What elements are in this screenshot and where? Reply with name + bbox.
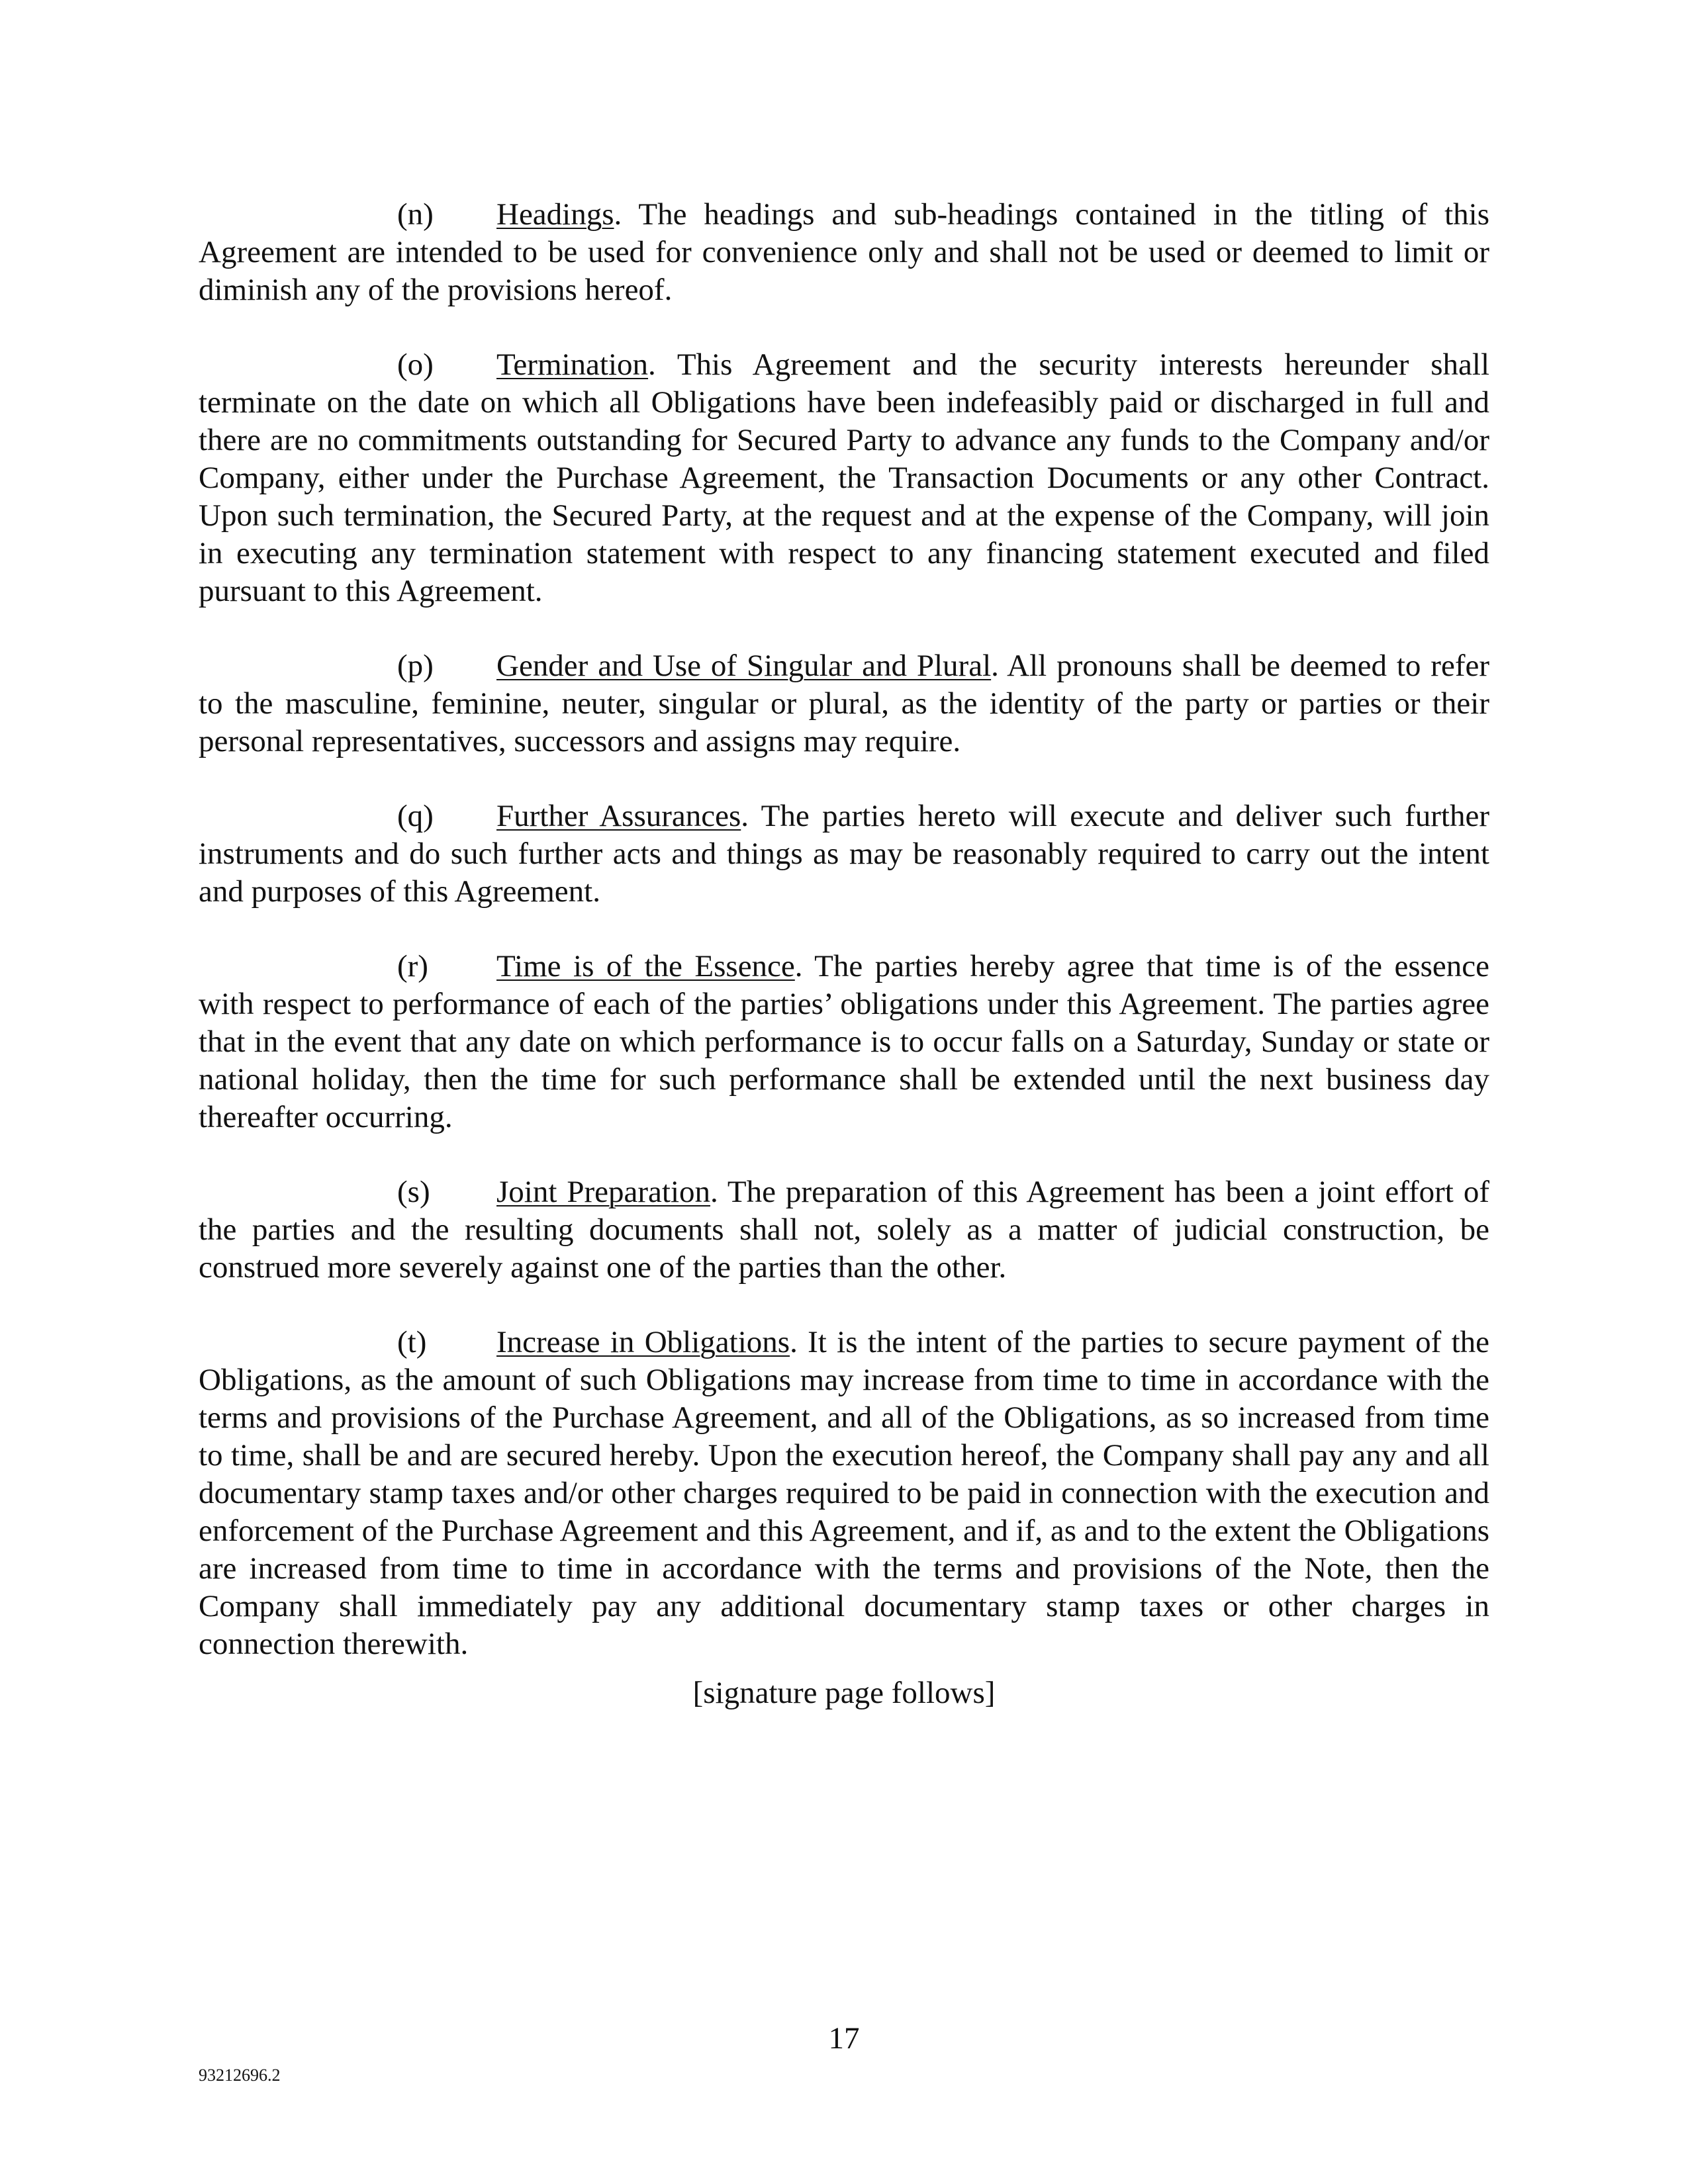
page-number: 17 xyxy=(828,2021,860,2056)
section-number: (r) xyxy=(397,949,428,983)
section-heading: Joint Preparation xyxy=(496,1175,711,1209)
section-text: . The headings and sub-headings contained in the titling of this Agreement are intended to be used for convenience only and shall not be used or deemed to limit or diminish any of the provisions hereof. xyxy=(199,197,1489,307)
section-s xyxy=(199,1173,1489,1287)
section-heading: Termination xyxy=(496,347,649,382)
section-text: . It is the intent of the parties to secure payment of the Obligations, as the amount of such Obligations may increase from time to time in accordance with the terms and provisions of the Purchase Agreement, and all of the Obligations, as so increased from time to time, shall be and are secured hereby. Upon the execution hereof, the Company shall pay any and all documentary stamp taxes and/or other charges required to be paid in connection with the execution and enforcement of the Purchase Agreement and this Agreement, and if, as and to the extent the Obligations are increased from time to time in accordance with the terms and provisions of the Note, then the Company shall immediately pay any additional documentary stamp taxes or other charges in connection therewith. xyxy=(199,1325,1489,1661)
section-n xyxy=(199,196,1489,309)
document-body xyxy=(199,196,1489,1700)
section-number: (n) xyxy=(397,197,434,232)
section-heading: Headings xyxy=(496,197,614,232)
section-number: (p) xyxy=(397,649,434,683)
section-heading: Gender and Use of Singular and Plural xyxy=(496,649,992,683)
section-heading: Further Assurances xyxy=(496,799,741,833)
section-number: (t) xyxy=(397,1325,427,1359)
section-heading: Increase in Obligations xyxy=(496,1325,790,1359)
section-number: (q) xyxy=(397,799,434,833)
section-text: . All pronouns shall be deemed to refer to the masculine, feminine, neuter, singular or plural, as the identity of the party or parties or their personal representatives, successors and assigns may require. xyxy=(199,649,1489,758)
section-text: . The parties hereby agree that time is of the essence with respect to performance of each of the parties’ obligations under this Agreement. The parties agree that in the event that any date on which performance is to occur falls on a Saturday, Sunday or state or national holiday, then the time for such performance shall be extended until the next business day thereafter occurring. xyxy=(199,949,1489,1134)
section-p xyxy=(199,647,1489,760)
section-text: . The preparation of this Agreement has been a joint effort of the parties and the resulting documents shall not, solely as a matter of judicial construction, be construed more severely against one of the parties than the other. xyxy=(199,1175,1489,1285)
section-heading: Time is of the Essence xyxy=(496,949,795,983)
section-t xyxy=(199,1324,1489,1663)
section-q xyxy=(199,797,1489,911)
section-o xyxy=(199,346,1489,610)
section-text: . The parties hereto will execute and deliver such further instruments and do such further acts and things as may be reasonably required to carry out the intent and purposes of this Agreement. xyxy=(199,799,1489,909)
section-r xyxy=(199,948,1489,1136)
signature-page-note: [signature page follows] xyxy=(692,1676,996,1710)
document-id: 93212696.2 xyxy=(199,2066,281,2085)
section-number: (o) xyxy=(397,347,434,382)
section-text: . This Agreement and the security interests hereunder shall terminate on the date on which all Obligations have been indefeasibly paid or discharged in full and there are no commitments outstanding for Secured Party to advance any funds to the Company and/or Company, either under the Purchase Agreement, the Transaction Documents or any other Contract. Upon such termination, the Secured Party, at the request and at the expense of the Company, will join in executing any termination statement with respect to any financing statement executed and filed pursuant to this Agreement. xyxy=(199,347,1489,608)
section-number: (s) xyxy=(397,1175,430,1209)
